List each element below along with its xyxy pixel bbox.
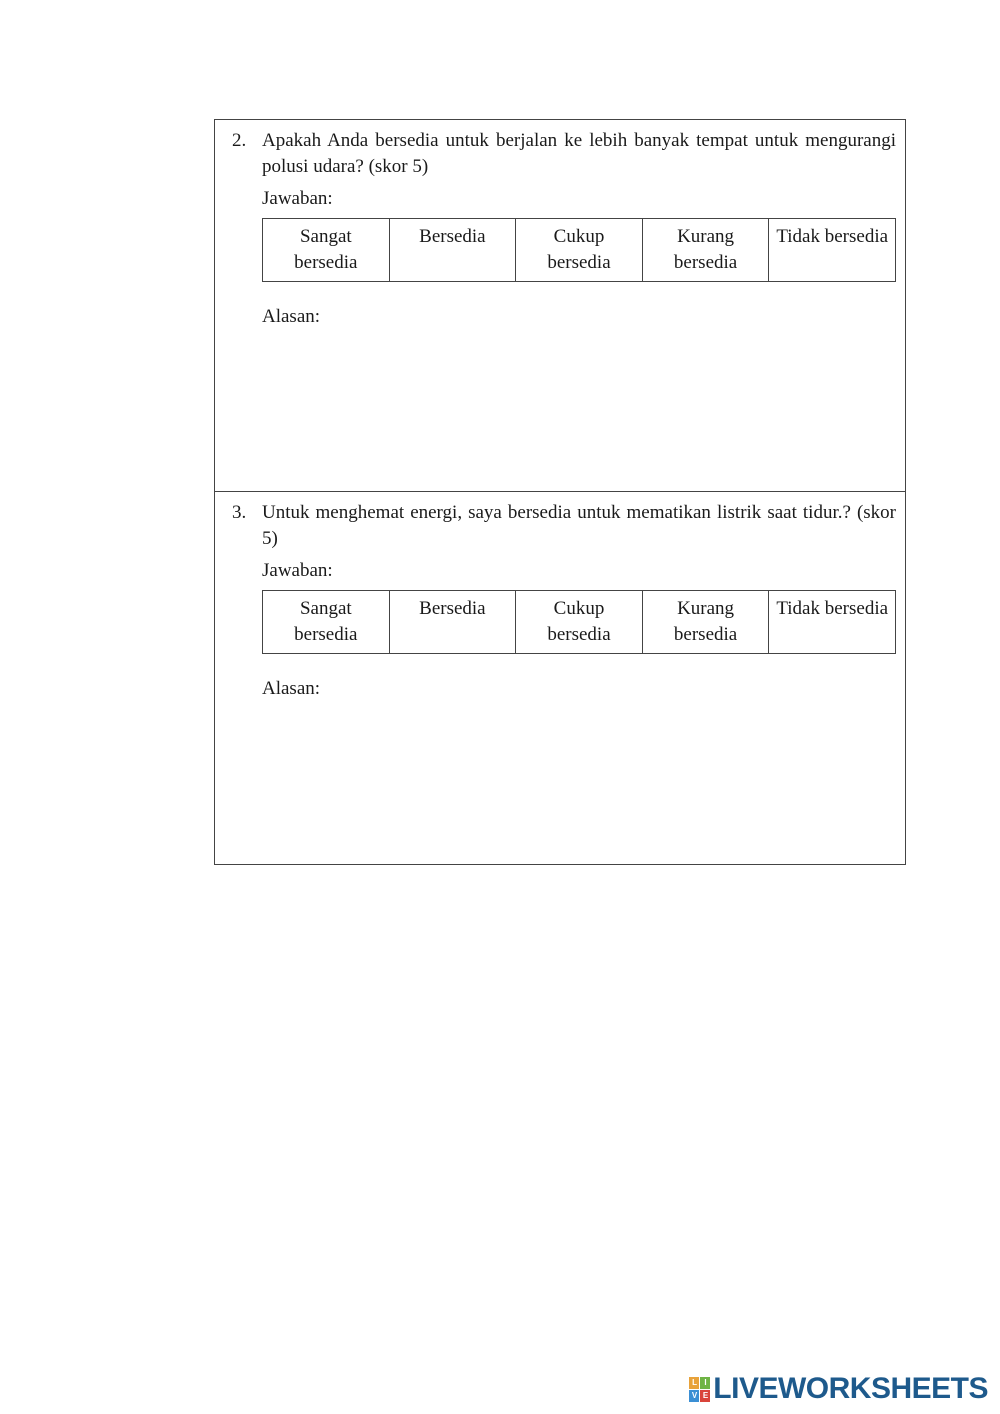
question-3: [215, 492, 905, 864]
answer-label: Jawaban:: [262, 560, 333, 581]
logo-mark-cell: E: [700, 1390, 710, 1402]
answer-choices-table: [262, 590, 896, 654]
logo-text: LIVEWORKSHEETS: [713, 1372, 988, 1405]
choice-bersedia[interactable]: Bersedia: [389, 591, 516, 654]
logo-mark-icon: [689, 1377, 710, 1402]
answer-label: Jawaban:: [262, 188, 333, 209]
question-number: 3.: [232, 502, 247, 523]
reason-label: Alasan:: [262, 306, 321, 327]
question-text: Apakah Anda bersedia untuk berjalan ke lebih banyak tempat untuk mengurangi polusi udara? (skor 5): [262, 130, 896, 177]
choice-tidak-bersedia[interactable]: Tidak bersedia: [769, 219, 896, 282]
logo-mark-cell: L: [689, 1377, 699, 1389]
choice-tidak-bersedia[interactable]: Tidak bersedia: [769, 591, 896, 654]
logo-mark-cell: V: [689, 1390, 699, 1402]
answer-choices-table: [262, 218, 896, 282]
choice-kurang-bersedia[interactable]: Kurang bersedia: [642, 591, 769, 654]
choice-cukup-bersedia[interactable]: Cukup bersedia: [516, 219, 643, 282]
choice-bersedia[interactable]: Bersedia: [389, 219, 516, 282]
logo-mark-cell: I: [700, 1377, 710, 1389]
choice-sangat-bersedia[interactable]: Sangat bersedia: [263, 591, 390, 654]
worksheet-box: [214, 119, 906, 865]
question-2: [215, 120, 905, 492]
choice-sangat-bersedia[interactable]: Sangat bersedia: [263, 219, 390, 282]
choice-cukup-bersedia[interactable]: Cukup bersedia: [516, 591, 643, 654]
reason-label: Alasan:: [262, 678, 321, 699]
question-number: 2.: [232, 130, 247, 151]
question-text: Untuk menghemat energi, saya bersedia untuk mematikan listrik saat tidur.? (skor 5): [262, 502, 896, 549]
liveworksheets-logo: [689, 1372, 988, 1406]
choice-kurang-bersedia[interactable]: Kurang bersedia: [642, 219, 769, 282]
